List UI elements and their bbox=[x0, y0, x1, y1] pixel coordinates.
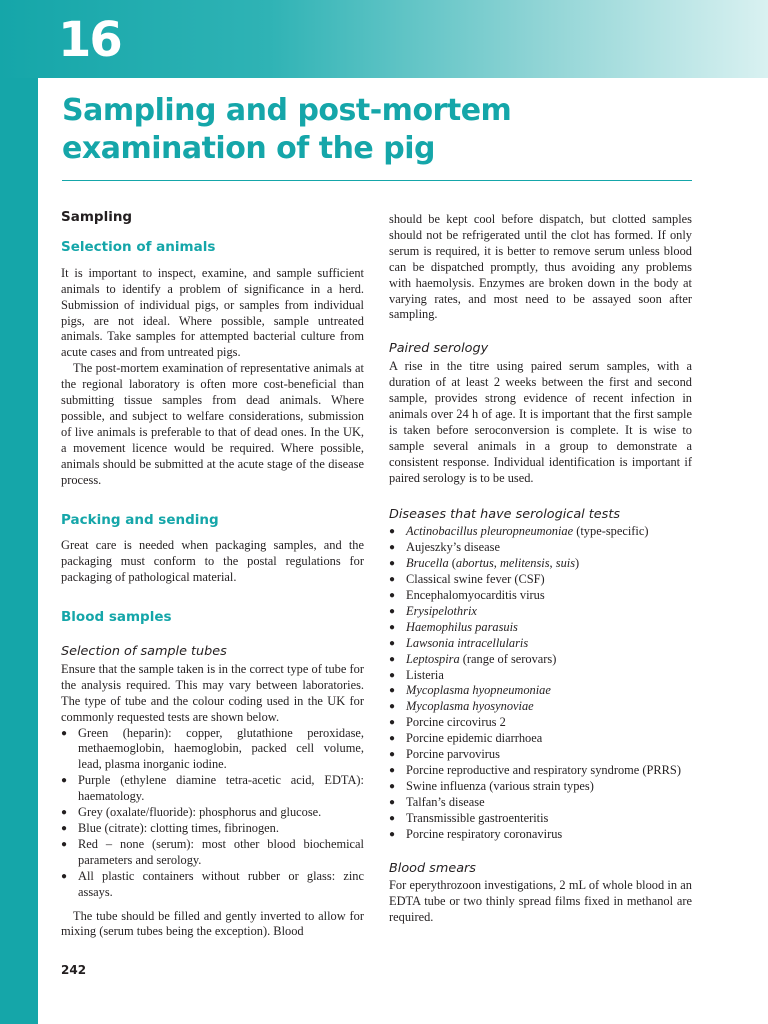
selection-paragraph-1: It is important to inspect, examine, and sample sufficient animals to identify a problem of significance in a herd. Submission of individual pigs, or samples from individual pigs, are not ideal. Where possible, sample untreated animals. Take samples for attempted bacterial culture from acute cases and from untreated pigs. bbox=[61, 265, 364, 360]
blood-samples-heading: Blood samples bbox=[61, 609, 172, 626]
disease-item bbox=[389, 588, 692, 604]
right-column bbox=[389, 212, 692, 926]
sample-tubes-paragraph: Ensure that the sample taken is in the correct type of tube for the analysis required. This may vary between laboratories. The type of tube and the colour coding used in the UK for commonly requested tests are shown below. bbox=[61, 661, 364, 724]
disease-italic-text: Leptospira bbox=[406, 651, 460, 666]
disease-item bbox=[389, 572, 692, 588]
disease-text: (type-specific) bbox=[573, 524, 649, 539]
disease-item bbox=[389, 620, 692, 636]
disease-text: Encephalomyocarditis virus bbox=[406, 588, 545, 603]
disease-italic-text: Haemophilus parasuis bbox=[406, 619, 518, 634]
disease-item bbox=[389, 668, 692, 684]
sample-tubes-paragraph-2: The tube should be filled and gently inverted to allow for mixing (serum tubes being the exception). Blood bbox=[61, 908, 364, 939]
disease-text: Porcine parvovirus bbox=[406, 747, 500, 762]
disease-item bbox=[389, 827, 692, 843]
disease-item bbox=[389, 795, 692, 811]
list-item: ● Purple (ethylene diamine tetra-acetic acid, EDTA): haematology. bbox=[61, 773, 364, 805]
disease-item bbox=[389, 636, 692, 652]
disease-italic-text: abortus bbox=[455, 556, 494, 571]
disease-italic-text: Actinobacillus pleuropneumoniae bbox=[406, 524, 574, 539]
disease-item bbox=[389, 652, 692, 668]
disease-text: Porcine epidemic diarrhoea bbox=[406, 731, 543, 746]
disease-text: Classical swine fever (CSF) bbox=[406, 572, 545, 587]
disease-item bbox=[389, 779, 692, 795]
blood-smears-heading: Blood smears bbox=[389, 860, 476, 876]
disease-item bbox=[389, 604, 692, 620]
disease-text: Talfan’s disease bbox=[406, 794, 485, 809]
page-number: 242 bbox=[61, 963, 87, 977]
tube-list bbox=[61, 726, 364, 901]
disease-list bbox=[389, 524, 692, 842]
disease-text: Porcine reproductive and respiratory syndrome (PRRS) bbox=[406, 763, 681, 777]
sample-tubes-heading: Selection of sample tubes bbox=[61, 644, 227, 660]
disease-item bbox=[389, 731, 692, 747]
chapter-number: 16 bbox=[58, 12, 121, 68]
selection-paragraph-2: The post-mortem examination of representative animals at the regional laboratory is often more cost-beneficial than submitting tissue samples from dead animals. Where possible, and subject to welfare considerations, submission of live animals is preferable to that of dead ones. In the UK, a movement licence would be required. Where possible, animals should be submitted at the acute stage of the disease process. bbox=[61, 361, 364, 487]
disease-italic-text: melitensis bbox=[499, 556, 550, 571]
disease-text: , bbox=[493, 556, 500, 571]
disease-text: Porcine respiratory coronavirus bbox=[406, 826, 563, 841]
selection-heading: Selection of animals bbox=[61, 238, 216, 255]
disease-item bbox=[389, 524, 692, 540]
disease-item bbox=[389, 715, 692, 731]
disease-text: (range of serovars) bbox=[459, 651, 557, 666]
paired-serology-paragraph: A rise in the titre using paired serum samples, with a duration of at least 2 weeks between the first and second sample, provides strong evidence of recent infection in animals over 24 h of age. It is important that the first sample is taken before seroconversion is complete. It is wise to sample several animals in a group to demonstrate a consistent response. Individual identification is important if paired serology is to be used. bbox=[389, 359, 692, 485]
disease-item bbox=[389, 683, 692, 699]
chapter-sidebar bbox=[0, 78, 38, 1024]
disease-item bbox=[389, 811, 692, 827]
disease-text: Swine influenza (various strain types) bbox=[406, 778, 594, 793]
list-item: ● Blue (citrate): clotting times, fibrinogen. bbox=[61, 821, 364, 837]
disease-item bbox=[389, 556, 692, 572]
disease-text: Porcine circovirus 2 bbox=[406, 715, 506, 730]
disease-italic-text: Mycoplasma hyosynoviae bbox=[406, 699, 534, 714]
disease-italic-text: Brucella bbox=[406, 556, 449, 571]
disease-item bbox=[389, 747, 692, 763]
disease-text: , bbox=[549, 556, 556, 571]
packing-paragraph: Great care is needed when packaging samples, and the packaging must conform to the postal regulations for packaging of pathological material. bbox=[61, 538, 364, 585]
sampling-heading: Sampling bbox=[61, 209, 133, 225]
disease-italic-text: Erysipelothrix bbox=[406, 603, 477, 618]
disease-text: Aujeszky’s disease bbox=[406, 540, 500, 555]
list-item: ● Grey (oxalate/fluoride): phosphorus and glucose. bbox=[61, 805, 364, 821]
disease-text: Transmissible gastroenteritis bbox=[406, 810, 549, 825]
disease-italic-text: suis bbox=[555, 556, 576, 571]
disease-text: Listeria bbox=[406, 667, 444, 682]
disease-italic-text: Mycoplasma hyopneumoniae bbox=[406, 683, 551, 698]
packing-heading: Packing and sending bbox=[61, 511, 219, 528]
list-item: ● Green (heparin): copper, glutathione peroxidase, methaemoglobin, haemoglobin, packed cell volume, lead, plasma inorganic iodine. bbox=[61, 726, 364, 774]
title-rule bbox=[62, 180, 692, 181]
paired-serology-heading: Paired serology bbox=[389, 341, 489, 357]
disease-italic-text: Lawsonia intracellularis bbox=[406, 635, 529, 650]
blood-continued-paragraph: should be kept cool before dispatch, but clotted samples should not be refrigerated until the clot has formed. If only serum is required, it is better to remove serum unless blood can be dispatched promptly, thus avoiding any problems with haemolysis. Enzymes are broken down in the body at varying rates, and most need to be assayed soon after sampling. bbox=[389, 212, 692, 322]
blood-smears-paragraph: For eperythrozoon investigations, 2 mL of whole blood in an EDTA tube or two thinly spread films fixed in methanol are required. bbox=[389, 878, 692, 925]
disease-text: ) bbox=[575, 556, 580, 571]
left-column bbox=[61, 206, 364, 940]
list-item: ● All plastic containers without rubber or glass: zinc assays. bbox=[61, 869, 364, 901]
chapter-title: Sampling and post-mortem examination of the pig bbox=[62, 93, 512, 166]
diseases-heading: Diseases that have serological tests bbox=[389, 506, 621, 522]
list-item: ● Red – none (serum): most other blood biochemical parameters and serology. bbox=[61, 837, 364, 869]
disease-item bbox=[389, 540, 692, 556]
disease-text: ( bbox=[448, 556, 456, 571]
disease-item bbox=[389, 699, 692, 715]
disease-item bbox=[389, 763, 692, 779]
